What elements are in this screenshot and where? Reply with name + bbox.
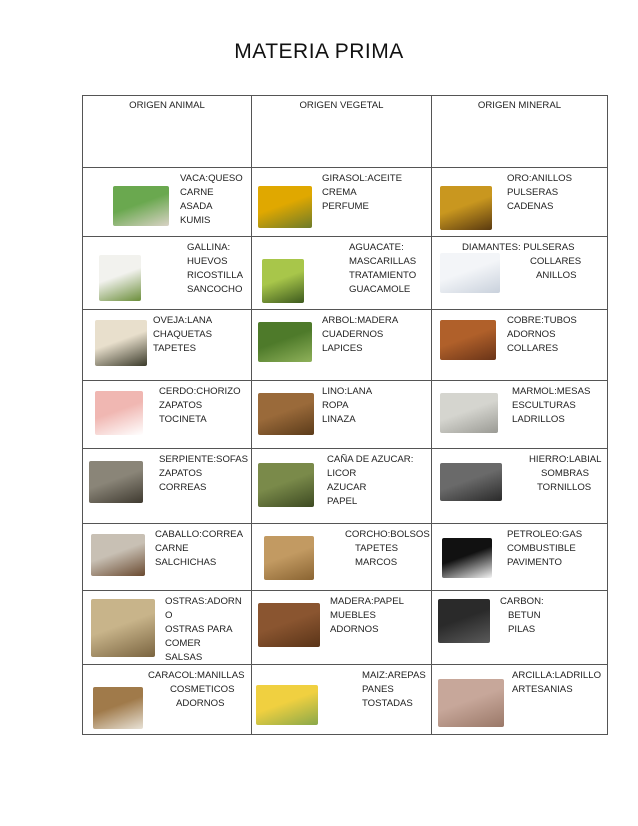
cell-cana <box>252 449 432 524</box>
cell-line: TAPETES <box>153 343 197 354</box>
cell-line: PETROLEO:GAS <box>507 529 583 540</box>
arcilla-image <box>438 679 504 727</box>
hierro-text <box>529 453 602 495</box>
cell-line: ARBOL:MADERA <box>322 315 399 326</box>
cell-aguacate <box>252 237 432 310</box>
cell-line: HIERRO:LABIAL <box>529 454 602 465</box>
cell-line: GUACAMOLE <box>349 284 411 295</box>
cell-cerdo <box>83 381 252 449</box>
cell-line: HUEVOS <box>187 256 228 267</box>
cell-line: VACA:QUESO <box>180 173 243 184</box>
caballo-text <box>155 528 243 570</box>
cell-carbon <box>432 591 608 665</box>
gallina-image <box>99 255 141 301</box>
header-row <box>83 96 608 168</box>
madera-text <box>330 595 404 637</box>
cell-line: O <box>165 610 173 621</box>
cell-line: CERDO:CHORIZO <box>159 386 241 397</box>
cell-line: MASCARILLAS <box>349 256 417 267</box>
cell-line: COMER <box>165 638 201 649</box>
cell-line: LINO:LANA <box>322 386 373 397</box>
cell-line: CABALLO:CORREA <box>155 529 243 540</box>
aguacate-image <box>262 259 304 303</box>
table-row <box>83 449 608 524</box>
header-origen-vegetal: ORIGEN VEGETAL <box>252 96 432 168</box>
header-origen-mineral: ORIGEN MINERAL <box>432 96 608 168</box>
cell-line: SALSAS <box>165 652 203 663</box>
cell-line: GALLINA: <box>187 242 231 253</box>
cell-line: MUEBLES <box>330 610 376 621</box>
cell-line: AGUACATE: <box>349 242 404 253</box>
cell-line: COSMETICOS <box>170 684 235 695</box>
cell-line: ARTESANIAS <box>512 684 573 695</box>
cell-arcilla <box>432 665 608 735</box>
cell-line: ADORNOS <box>507 329 556 340</box>
cell-line: TOCINETA <box>159 414 207 425</box>
cell-line: OVEJA:LANA <box>153 315 213 326</box>
cell-line: DIAMANTES: PULSERAS <box>462 242 575 253</box>
cell-line: TORNILLOS <box>537 482 592 493</box>
cell-gallina <box>83 237 252 310</box>
cell-line: ASADA <box>180 201 213 212</box>
cell-line: CUADERNOS <box>322 329 384 340</box>
maiz-image <box>256 685 318 725</box>
cell-line: OSTRAS PARA <box>165 624 233 635</box>
cell-line: COLLARES <box>507 343 559 354</box>
cell-line: ESCULTURAS <box>512 400 576 411</box>
madera-image <box>258 603 320 647</box>
cell-line: ADORNOS <box>176 698 225 709</box>
petroleo-image <box>442 538 492 578</box>
cell-line: CADENAS <box>507 201 554 212</box>
corcho-text <box>345 528 430 570</box>
cobre-image <box>440 320 496 360</box>
cell-line: ARCILLA:LADRILLO <box>512 670 602 681</box>
cell-line: SOMBRAS <box>541 468 589 479</box>
cell-line: LINAZA <box>322 414 356 425</box>
cell-lino <box>252 381 432 449</box>
cell-line: CARNE <box>155 543 189 554</box>
corcho-image <box>264 536 314 580</box>
cell-line: LADRILLOS <box>512 414 565 425</box>
cell-line: SALCHICHAS <box>155 557 217 568</box>
petroleo-text <box>507 528 582 570</box>
cell-caracol <box>83 665 252 735</box>
cell-line: COBRE:TUBOS <box>507 315 577 326</box>
cell-line: AZUCAR <box>327 482 367 493</box>
cell-line: COLLARES <box>530 256 582 267</box>
table-row <box>83 381 608 449</box>
maiz-text <box>362 669 426 711</box>
diamantes-text <box>462 241 581 283</box>
cell-line: PULSERAS <box>507 187 559 198</box>
cell-line: CORREAS <box>159 482 207 493</box>
arcilla-text <box>512 669 601 697</box>
cell-corcho <box>252 524 432 591</box>
table-row <box>83 591 608 665</box>
cell-oveja <box>83 310 252 381</box>
cell-line: ORO:ANILLOS <box>507 173 573 184</box>
cell-line: PILAS <box>508 624 536 635</box>
materia-prima-table <box>82 95 608 735</box>
cell-line: CARBON: <box>500 596 544 607</box>
cell-marmol <box>432 381 608 449</box>
cell-line: ADORNOS <box>330 624 379 635</box>
cell-line: CREMA <box>322 187 357 198</box>
cell-vaca <box>83 168 252 237</box>
table-row <box>83 310 608 381</box>
cerdo-image <box>95 391 143 435</box>
cell-line: KUMIS <box>180 215 211 226</box>
cell-serpiente <box>83 449 252 524</box>
cell-line: MARCOS <box>355 557 398 568</box>
table-row <box>83 665 608 735</box>
cell-line: BETUN <box>508 610 541 621</box>
cell-line: SERPIENTE:SOFAS <box>159 454 249 465</box>
cell-line: CHAQUETAS <box>153 329 212 340</box>
girasol-image <box>258 186 312 228</box>
cell-arbol <box>252 310 432 381</box>
cell-line: OSTRAS:ADORN <box>165 596 242 607</box>
arbol-text <box>322 314 398 356</box>
cell-line: PANES <box>362 684 394 695</box>
cell-line: TOSTADAS <box>362 698 413 709</box>
cell-line: ROPA <box>322 400 349 411</box>
serpiente-text <box>159 453 248 495</box>
hierro-image <box>440 463 502 501</box>
cell-petroleo <box>432 524 608 591</box>
cell-line: SANCOCHO <box>187 284 243 295</box>
cell-diamantes <box>432 237 608 310</box>
cell-line: CARNE <box>180 187 214 198</box>
marmol-text <box>512 385 590 427</box>
vaca-text <box>180 172 243 228</box>
cana-image <box>258 463 314 507</box>
cell-line: MAIZ:AREPAS <box>362 670 426 681</box>
table-row <box>83 524 608 591</box>
lino-text <box>322 385 372 427</box>
cana-text <box>327 453 413 509</box>
cell-line: MADERA:PAPEL <box>330 596 404 607</box>
caballo-image <box>91 534 145 576</box>
cell-line: LAPICES <box>322 343 363 354</box>
cell-girasol <box>252 168 432 237</box>
table-row <box>83 237 608 310</box>
carbon-image <box>438 599 490 643</box>
header-origen-animal: ORIGEN ANIMAL <box>83 96 252 168</box>
serpiente-image <box>89 461 143 503</box>
cell-line: COMBUSTIBLE <box>507 543 576 554</box>
cell-line: PAPEL <box>327 496 358 507</box>
cell-madera <box>252 591 432 665</box>
cell-line: TRATAMIENTO <box>349 270 417 281</box>
page-title: MATERIA PRIMA <box>234 40 404 63</box>
arbol-image <box>258 322 312 362</box>
oro-text <box>507 172 572 214</box>
cell-line: CORCHO:BOLSOS <box>345 529 430 540</box>
cell-line: RICOSTILLA <box>187 270 243 281</box>
cell-ostras <box>83 591 252 665</box>
caracol-text <box>148 669 245 711</box>
cell-line: GIRASOL:ACEITE <box>322 173 402 184</box>
lino-image <box>258 393 314 435</box>
gallina-text <box>187 241 243 297</box>
oro-image <box>440 186 492 230</box>
marmol-image <box>440 393 498 433</box>
cell-line: PERFUME <box>322 201 369 212</box>
cell-line: ZAPATOS <box>159 468 203 479</box>
ostras-image <box>91 599 155 657</box>
ostras-text <box>165 595 242 665</box>
cell-line: PAVIMENTO <box>507 557 562 568</box>
cell-line: TAPETES <box>355 543 399 554</box>
aguacate-text <box>349 241 416 297</box>
vaca-image <box>113 186 169 226</box>
cell-line: ZAPATOS <box>159 400 203 411</box>
cobre-text <box>507 314 577 356</box>
cell-maiz <box>252 665 432 735</box>
carbon-text <box>500 595 544 637</box>
cerdo-text <box>159 385 241 427</box>
cell-hierro <box>432 449 608 524</box>
cell-caballo <box>83 524 252 591</box>
caracol-image <box>93 687 143 729</box>
cell-line: CARACOL:MANILLAS <box>148 670 245 681</box>
cell-line: LICOR <box>327 468 357 479</box>
cell-line: ANILLOS <box>536 270 577 281</box>
cell-oro <box>432 168 608 237</box>
girasol-text <box>322 172 402 214</box>
oveja-image <box>95 320 147 366</box>
cell-line: MARMOL:MESAS <box>512 386 591 397</box>
cell-cobre <box>432 310 608 381</box>
cell-line: CAÑA DE AZUCAR: <box>327 454 414 465</box>
oveja-text <box>153 314 212 356</box>
table-row <box>83 168 608 237</box>
